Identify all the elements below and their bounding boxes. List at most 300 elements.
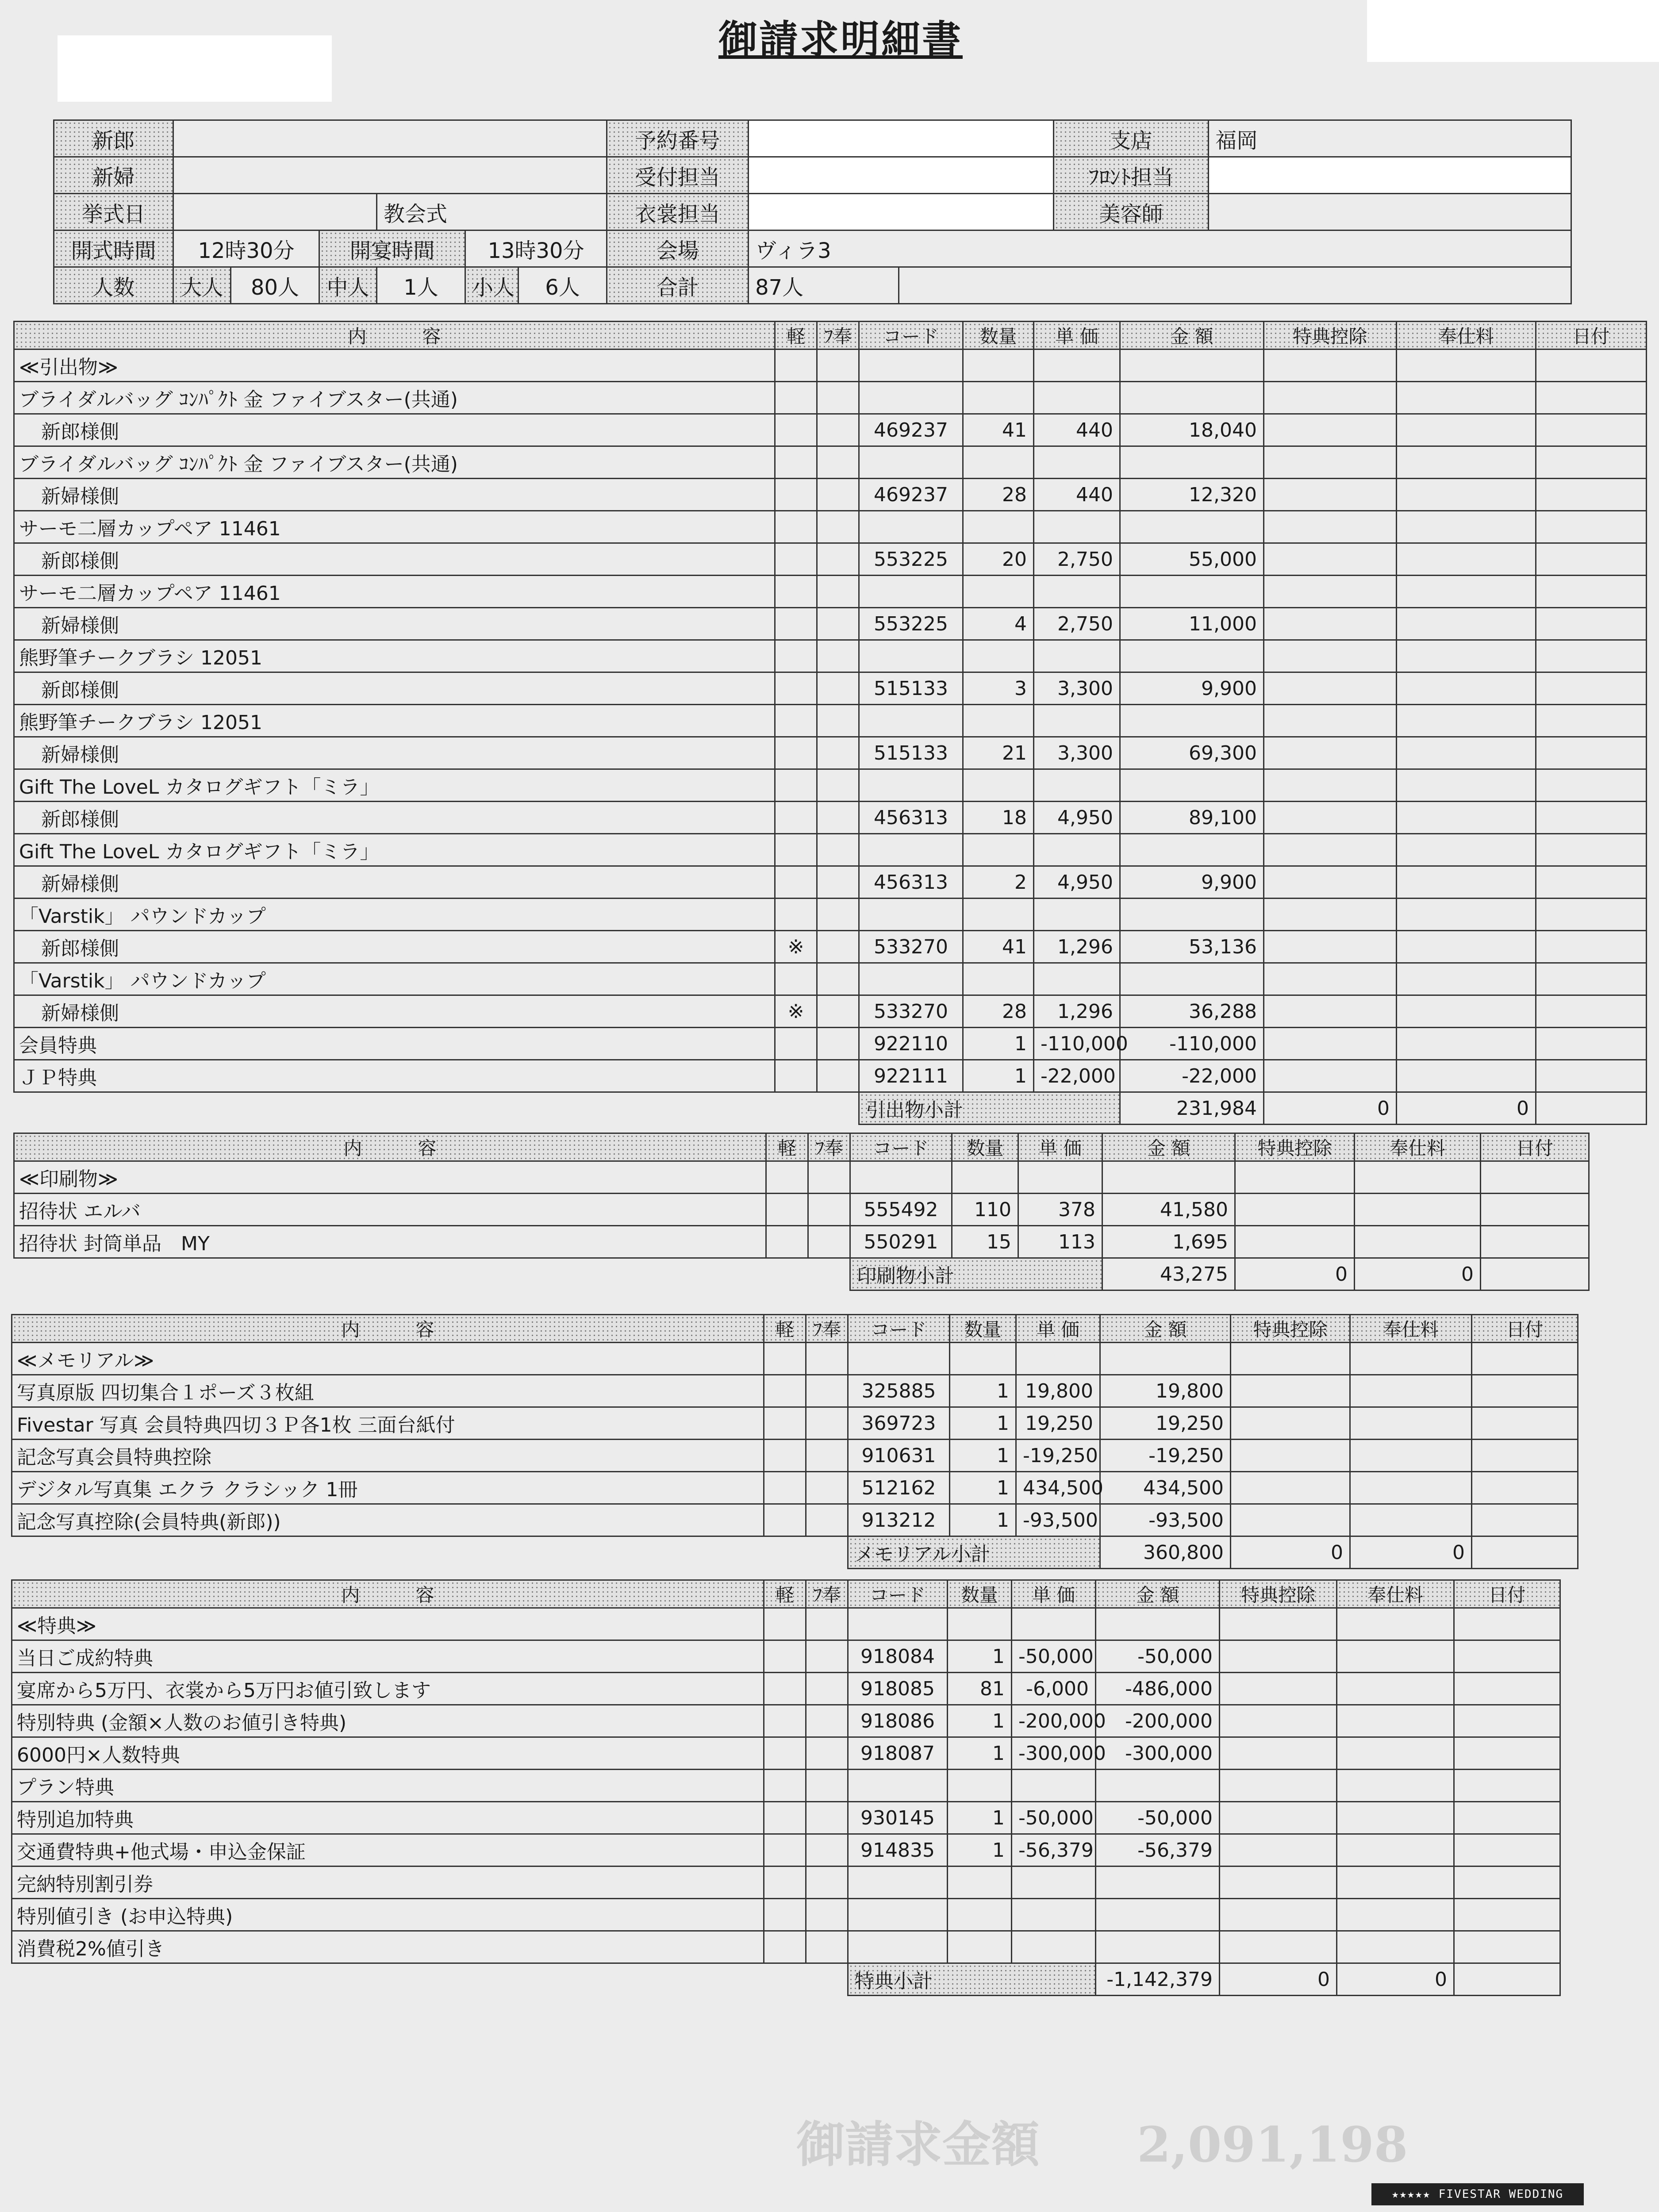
col-kei: 軽: [764, 1315, 806, 1343]
empty-cell: [1397, 705, 1536, 737]
wedding-date-value: [173, 194, 377, 230]
empty-cell: [1034, 705, 1120, 737]
col-ho: ﾌ奉: [808, 1133, 850, 1161]
item-unit-price: [1012, 1770, 1096, 1802]
empty-cell: [775, 511, 817, 543]
item-ho: [806, 1931, 848, 1963]
empty-cell: [1120, 576, 1264, 608]
item-code: 469237: [859, 479, 963, 511]
subtotal-amount: -1,142,379: [1096, 1963, 1220, 1996]
item-amount: 53,136: [1120, 931, 1264, 963]
col-qty: 数量: [950, 1315, 1016, 1343]
empty-cell: [1120, 640, 1264, 672]
item-qty: 1: [963, 1028, 1034, 1060]
empty-cell: [817, 834, 859, 866]
empty-cell: [775, 963, 817, 995]
item-amount: 12,320: [1120, 479, 1264, 511]
beautician-value: [1209, 194, 1571, 230]
item-code: 553225: [859, 543, 963, 576]
empty-cell: [1536, 576, 1647, 608]
item-benefit: [1264, 802, 1397, 834]
item-code: 369723: [848, 1407, 950, 1440]
table-row: [14, 511, 1647, 543]
table-row: [14, 446, 1647, 479]
subtotal-label: メモリアル小計: [848, 1536, 1100, 1569]
empty-cell: [1264, 769, 1397, 802]
item-unit-price: 3,300: [1034, 672, 1120, 705]
empty-cell: [963, 640, 1034, 672]
item-name: 消費税2%値引き: [12, 1931, 764, 1963]
empty-cell: [775, 640, 817, 672]
item-service: [1397, 608, 1536, 640]
item-ho: [806, 1705, 848, 1737]
empty-cell: [1397, 834, 1536, 866]
item-unit-price: 440: [1034, 414, 1120, 446]
empty-cell: [817, 382, 859, 414]
item-kei: [764, 1472, 806, 1504]
item-code: 555492: [850, 1194, 952, 1226]
item-code: [848, 1931, 948, 1963]
col-amount: 金 額: [1100, 1315, 1231, 1343]
item-service: [1397, 479, 1536, 511]
item-kei: [764, 1673, 806, 1705]
empty-cell: [817, 769, 859, 802]
header-info-table: [53, 119, 1572, 304]
item-date: [1454, 1866, 1560, 1899]
item-qty: 1: [948, 1802, 1012, 1834]
item-qty: 1: [948, 1640, 1012, 1673]
total-amount-ghost: 御請求金額 2,091,198: [796, 2116, 1408, 2173]
table-row: [12, 1737, 1560, 1770]
item-service: [1350, 1375, 1472, 1407]
empty-cell: [859, 576, 963, 608]
item-amount: -93,500: [1100, 1504, 1231, 1536]
table-row: [12, 1407, 1578, 1440]
item-amount: -50,000: [1096, 1802, 1220, 1834]
empty-cell: [859, 705, 963, 737]
col-content: 内 容: [12, 1315, 764, 1343]
item-benefit: [1220, 1834, 1337, 1866]
item-benefit: [1231, 1440, 1350, 1472]
item-code: 469237: [859, 414, 963, 446]
venue-value: ヴィラ3: [749, 230, 1571, 267]
empty-cell: [1034, 899, 1120, 931]
item-name: Fivestar 写真 会員特典四切３Ｐ各1枚 三面台紙付: [12, 1407, 764, 1440]
table-row: [14, 414, 1647, 446]
empty-cell: [817, 511, 859, 543]
item-kei: [764, 1375, 806, 1407]
item-name: 新婦様側: [14, 479, 775, 511]
empty-cell: [1034, 963, 1120, 995]
item-date: [1536, 995, 1647, 1028]
item-kei: [775, 866, 817, 899]
item-amount: [1096, 1866, 1220, 1899]
item-qty: 21: [963, 737, 1034, 769]
item-code: 910631: [848, 1440, 950, 1472]
item-service: [1397, 737, 1536, 769]
item-name: 記念写真控除(会員特典(新郎)): [12, 1504, 764, 1536]
item-code: [848, 1866, 948, 1899]
subtotal-amount: 231,984: [1120, 1092, 1264, 1125]
item-date: [1536, 543, 1647, 576]
subtotal-service: 0: [1397, 1092, 1536, 1125]
middle-label: 中人: [319, 267, 377, 304]
item-benefit: [1235, 1194, 1355, 1226]
empty-cell: [1264, 446, 1397, 479]
front-staff-value: [1209, 157, 1571, 194]
item-service: [1397, 414, 1536, 446]
item-benefit: [1264, 866, 1397, 899]
empty-cell: [963, 834, 1034, 866]
item-qty: 20: [963, 543, 1034, 576]
table-row: [12, 1931, 1560, 1963]
item-date: [1472, 1407, 1578, 1440]
item-code: 456313: [859, 866, 963, 899]
item-qty: 1: [948, 1705, 1012, 1737]
item-benefit: [1264, 737, 1397, 769]
item-kei: [764, 1640, 806, 1673]
branch-value: 福岡: [1209, 120, 1571, 157]
item-ho: [817, 1060, 859, 1092]
item-code: [848, 1899, 948, 1931]
col-unit-price: 単 価: [1018, 1133, 1102, 1161]
item-benefit: [1220, 1673, 1337, 1705]
empty-cell: [1536, 382, 1647, 414]
item-amount: [1096, 1899, 1220, 1931]
table-row: [12, 1834, 1560, 1866]
front-staff-label: ﾌﾛﾝﾄ担当: [1054, 157, 1209, 194]
table-row: [14, 834, 1647, 866]
item-benefit: [1220, 1866, 1337, 1899]
header-empty-cell: [899, 267, 1571, 304]
item-unit-price: -110,000: [1034, 1028, 1120, 1060]
item-name: 新婦様側: [14, 608, 775, 640]
item-qty: 41: [963, 414, 1034, 446]
item-qty: 2: [963, 866, 1034, 899]
item-date: [1536, 866, 1647, 899]
item-name: 特別値引き (お申込特典): [12, 1899, 764, 1931]
item-kei: [775, 802, 817, 834]
item-benefit: [1235, 1226, 1355, 1258]
child-count: 6人: [518, 267, 607, 304]
empty-cell: [1120, 963, 1264, 995]
col-ho: ﾌ奉: [806, 1580, 848, 1608]
item-unit-price: -200,000: [1012, 1705, 1096, 1737]
item-service: [1397, 802, 1536, 834]
item-benefit: [1220, 1737, 1337, 1770]
subtotal-label: 特典小計: [848, 1963, 1096, 1996]
item-unit-price: -50,000: [1012, 1640, 1096, 1673]
empty-cell: [1034, 640, 1120, 672]
item-service: [1355, 1226, 1481, 1258]
col-content: 内 容: [12, 1580, 764, 1608]
item-ho: [806, 1440, 848, 1472]
item-benefit: [1220, 1640, 1337, 1673]
item-title: 「Varstik」 パウンドカップ: [14, 963, 775, 995]
item-service: [1397, 995, 1536, 1028]
item-name: 記念写真会員特典控除: [12, 1440, 764, 1472]
empty-cell: [963, 511, 1034, 543]
item-kei: [764, 1407, 806, 1440]
item-date: [1536, 608, 1647, 640]
empty-cell: [1264, 640, 1397, 672]
subtotal-date: [1481, 1258, 1589, 1290]
table-row: [14, 672, 1647, 705]
empty-cell: [817, 576, 859, 608]
item-benefit: [1220, 1705, 1337, 1737]
empty-cell: [1397, 769, 1536, 802]
item-ho: [817, 414, 859, 446]
section-heading: ≪特典≫: [12, 1608, 764, 1640]
start-time-value: 12時30分: [173, 230, 319, 267]
empty-cell: [859, 382, 963, 414]
branch-label: 支店: [1054, 120, 1209, 157]
empty-cell: [963, 705, 1034, 737]
col-service-fee: 奉仕料: [1355, 1133, 1481, 1161]
item-code: [848, 1770, 948, 1802]
item-kei: [764, 1770, 806, 1802]
item-date: [1454, 1899, 1560, 1931]
empty-cell: [859, 511, 963, 543]
item-kei: [764, 1931, 806, 1963]
item-ho: [806, 1834, 848, 1866]
table-row: [12, 1770, 1560, 1802]
item-date: [1454, 1802, 1560, 1834]
reservation-no-value: [749, 120, 1054, 157]
item-code: 918086: [848, 1705, 948, 1737]
item-name: ＪＰ特典: [14, 1060, 775, 1092]
empty-cell: [1034, 769, 1120, 802]
section-heading: ≪メモリアル≫: [12, 1343, 764, 1375]
item-name: 招待状 封筒単品 MY: [14, 1226, 766, 1258]
item-service: [1355, 1194, 1481, 1226]
col-date: 日付: [1454, 1580, 1560, 1608]
item-date: [1536, 931, 1647, 963]
item-ho: [817, 866, 859, 899]
item-unit-price: 2,750: [1034, 543, 1120, 576]
empty-cell: [1120, 705, 1264, 737]
col-date: 日付: [1536, 322, 1647, 349]
item-benefit: [1231, 1472, 1350, 1504]
item-kei: [764, 1504, 806, 1536]
col-service-fee: 奉仕料: [1350, 1315, 1472, 1343]
col-qty: 数量: [963, 322, 1034, 349]
groom-name-field: [173, 120, 607, 157]
item-qty: 15: [952, 1226, 1018, 1258]
empty-cell: [1536, 834, 1647, 866]
item-date: [1454, 1673, 1560, 1705]
item-ho: [808, 1194, 850, 1226]
item-service: [1397, 866, 1536, 899]
empty-cell: [1397, 382, 1536, 414]
item-service: [1337, 1931, 1454, 1963]
item-amount: -300,000: [1096, 1737, 1220, 1770]
guests-label: 人数: [54, 267, 173, 304]
item-date: [1536, 802, 1647, 834]
item-amount: -56,379: [1096, 1834, 1220, 1866]
item-kei: [766, 1194, 808, 1226]
item-name: 特別追加特典: [12, 1802, 764, 1834]
costume-staff-label: 衣裳担当: [607, 194, 749, 230]
empty-cell: [963, 576, 1034, 608]
item-qty: 18: [963, 802, 1034, 834]
item-service: [1350, 1504, 1472, 1536]
gifts-table: [13, 321, 1647, 1125]
item-ho: [808, 1226, 850, 1258]
item-unit-price: [1012, 1931, 1096, 1963]
child-label: 小人: [465, 267, 518, 304]
beautician-label: 美容師: [1054, 194, 1209, 230]
item-date: [1454, 1770, 1560, 1802]
table-row: [14, 705, 1647, 737]
item-date: [1536, 672, 1647, 705]
empty-cell: [1397, 963, 1536, 995]
item-kei: [775, 672, 817, 705]
empty-cell: [1120, 834, 1264, 866]
item-ho: [817, 995, 859, 1028]
item-date: [1481, 1194, 1589, 1226]
col-content: 内 容: [14, 1133, 766, 1161]
item-unit-price: -56,379: [1012, 1834, 1096, 1866]
item-unit-price: 434,500: [1016, 1472, 1100, 1504]
item-kei: [775, 608, 817, 640]
item-name: 完納特別割引券: [12, 1866, 764, 1899]
col-kei: 軽: [764, 1580, 806, 1608]
item-benefit: [1264, 672, 1397, 705]
reception-staff-label: 受付担当: [607, 157, 749, 194]
item-name: 会員特典: [14, 1028, 775, 1060]
item-name: 写真原版 四切集合１ポーズ３枚組: [12, 1375, 764, 1407]
item-qty: [948, 1931, 1012, 1963]
col-unit-price: 単 価: [1034, 322, 1120, 349]
table-row: [12, 1640, 1560, 1673]
empty-cell: [859, 834, 963, 866]
empty-cell: [1264, 834, 1397, 866]
item-unit-price: 113: [1018, 1226, 1102, 1258]
subtotal-service: 0: [1355, 1258, 1481, 1290]
item-qty: 1: [963, 1060, 1034, 1092]
empty-cell: [1120, 769, 1264, 802]
item-name: 交通費特典+他式場・申込金保証: [12, 1834, 764, 1866]
item-name: 新郎様側: [14, 802, 775, 834]
item-date: [1454, 1834, 1560, 1866]
item-ho: [817, 1028, 859, 1060]
item-qty: [948, 1899, 1012, 1931]
subtotal-benefit: 0: [1235, 1258, 1355, 1290]
table-row: [14, 802, 1647, 834]
empty-cell: [859, 963, 963, 995]
item-benefit: [1264, 1060, 1397, 1092]
item-name: 新婦様側: [14, 866, 775, 899]
subtotal-service: 0: [1337, 1963, 1454, 1996]
item-kei: [764, 1899, 806, 1931]
empty-cell: [859, 640, 963, 672]
empty-cell: [859, 769, 963, 802]
item-name: 新婦様側: [14, 995, 775, 1028]
item-qty: 110: [952, 1194, 1018, 1226]
empty-cell: [1120, 511, 1264, 543]
col-unit-price: 単 価: [1016, 1315, 1100, 1343]
item-title: サーモ二層カップペア 11461: [14, 576, 775, 608]
col-service-fee: 奉仕料: [1397, 322, 1536, 349]
item-unit-price: 19,250: [1016, 1407, 1100, 1440]
item-qty: 81: [948, 1673, 1012, 1705]
item-benefit: [1264, 543, 1397, 576]
banquet-time-value: 13時30分: [465, 230, 607, 267]
item-date: [1454, 1737, 1560, 1770]
item-benefit: [1264, 414, 1397, 446]
item-amount: -50,000: [1096, 1640, 1220, 1673]
subtotal-benefit: 0: [1220, 1963, 1337, 1996]
item-service: [1397, 672, 1536, 705]
empty-cell: [775, 899, 817, 931]
col-date: 日付: [1481, 1133, 1589, 1161]
item-date: [1472, 1504, 1578, 1536]
item-service: [1397, 1060, 1536, 1092]
empty-cell: [1397, 446, 1536, 479]
item-ho: [817, 931, 859, 963]
empty-cell: [963, 963, 1034, 995]
col-benefit-deduction: 特典控除: [1264, 322, 1397, 349]
col-qty: 数量: [948, 1580, 1012, 1608]
item-code: 918087: [848, 1737, 948, 1770]
bride-label: 新婦: [54, 157, 173, 194]
item-service: [1337, 1640, 1454, 1673]
table-row: [14, 608, 1647, 640]
item-benefit: [1220, 1802, 1337, 1834]
item-unit-price: 4,950: [1034, 866, 1120, 899]
item-unit-price: 440: [1034, 479, 1120, 511]
col-code: コード: [850, 1133, 952, 1161]
item-service: [1397, 543, 1536, 576]
empty-cell: [775, 705, 817, 737]
item-benefit: [1264, 995, 1397, 1028]
item-amount: 1,695: [1102, 1226, 1235, 1258]
table-row: [12, 1899, 1560, 1931]
item-kei: [775, 1060, 817, 1092]
empty-cell: [1264, 576, 1397, 608]
table-row: [12, 1472, 1578, 1504]
item-title: 熊野筆チークブラシ 12051: [14, 640, 775, 672]
item-amount: -110,000: [1120, 1028, 1264, 1060]
empty-cell: [1264, 963, 1397, 995]
adult-count: 80人: [231, 267, 319, 304]
item-code: 930145: [848, 1802, 948, 1834]
venue-label: 会場: [607, 230, 749, 267]
item-name: 新郎様側: [14, 672, 775, 705]
item-service: [1337, 1770, 1454, 1802]
item-qty: 1: [950, 1407, 1016, 1440]
item-amount: -200,000: [1096, 1705, 1220, 1737]
item-qty: 28: [963, 995, 1034, 1028]
item-code: 922111: [859, 1060, 963, 1092]
item-amount: 19,250: [1100, 1407, 1231, 1440]
bride-name-field: [173, 157, 607, 194]
ceremony-type: 教会式: [377, 194, 607, 230]
empty-cell: [1397, 899, 1536, 931]
item-name: 招待状 エルバ: [14, 1194, 766, 1226]
item-kei: [775, 543, 817, 576]
item-name: 新郎様側: [14, 931, 775, 963]
item-unit-price: [1012, 1866, 1096, 1899]
table-row: [14, 640, 1647, 672]
empty-cell: [963, 446, 1034, 479]
item-name: 6000円×人数特典: [12, 1737, 764, 1770]
table-row: [12, 1375, 1578, 1407]
item-service: [1350, 1440, 1472, 1472]
item-ho: [806, 1472, 848, 1504]
col-kei: 軽: [775, 322, 817, 349]
